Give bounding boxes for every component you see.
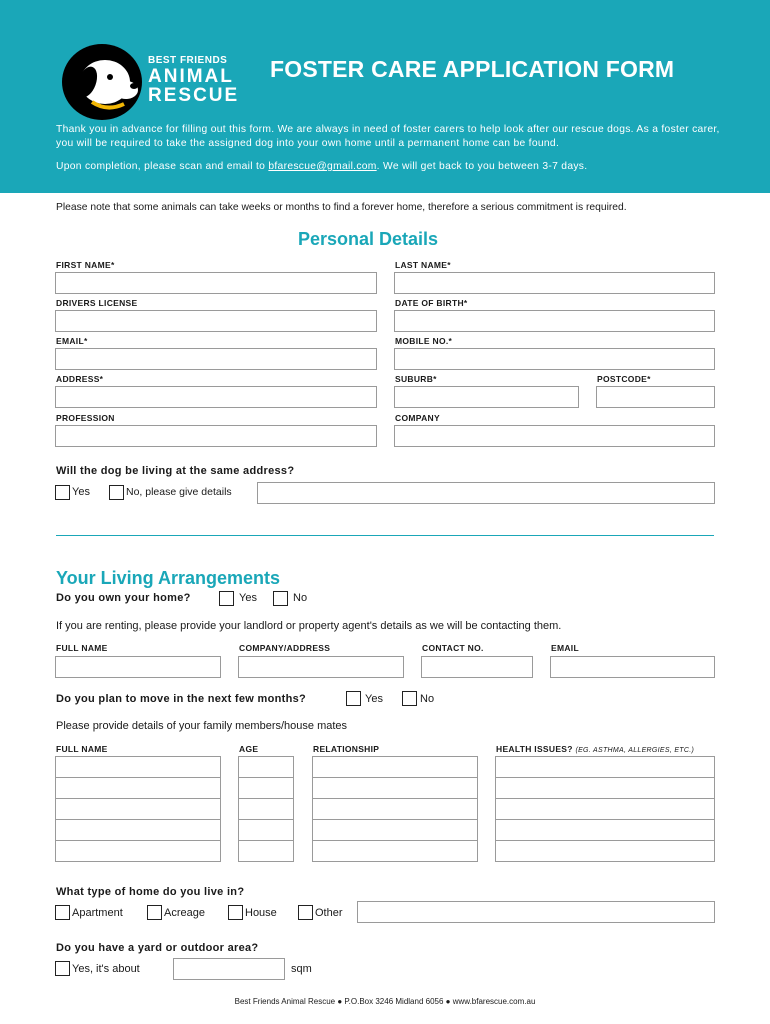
same-address-no-label: No, please give details <box>126 486 232 498</box>
landlord-company-label: COMPANY/ADDRESS <box>239 643 331 653</box>
move-yes-checkbox[interactable] <box>346 691 361 706</box>
footer: Best Friends Animal Rescue ● P.O.Box 3246 Midland 6056 ● www.bfarescue.com.au <box>234 997 536 1006</box>
move-question: Do you plan to move in the next few months? <box>56 693 307 705</box>
house-label: House <box>245 907 277 919</box>
own-home-question: Do you own your home? <box>56 592 191 604</box>
dog-logo-icon <box>62 44 142 120</box>
yard-yes-checkbox[interactable] <box>55 961 70 976</box>
form-title: FOSTER CARE APPLICATION FORM <box>270 56 675 82</box>
intro-text: Thank you in advance for filling out this form. We are always in need of foster carers to help look after our rescue dogs. As a foster carer, you will be required to take the assigned dog into your own home until a permanent home can be found. <box>56 124 720 149</box>
commitment-note: Please note that some animals can take weeks or months to find a forever home, therefore a serious commitment is required. <box>56 202 627 213</box>
acreage-checkbox[interactable] <box>147 905 162 920</box>
landlord-contact-label: CONTACT NO. <box>422 643 484 653</box>
suburb-label: SUBURB* <box>395 374 437 384</box>
renting-note: If you are renting, please provide your landlord or property agent's details as we will be contacting them. <box>56 620 562 632</box>
mobile-field[interactable] <box>394 348 715 370</box>
own-home-yes-checkbox[interactable] <box>219 591 234 606</box>
first-name-field[interactable] <box>55 272 377 294</box>
same-address-details-field[interactable] <box>257 482 715 504</box>
other-home-details-field[interactable] <box>357 901 715 923</box>
mobile-label: MOBILE NO.* <box>395 336 453 346</box>
apartment-label: Apartment <box>72 907 123 919</box>
logo-wordmark: BEST FRIENDS ANIMAL RESCUE <box>148 55 240 106</box>
submission-note: Upon completion, please scan and email to bfarescue@gmail.com. We will get back to you between 3-7 days. <box>56 161 588 172</box>
company-field[interactable] <box>394 425 715 447</box>
move-no-checkbox[interactable] <box>402 691 417 706</box>
yard-size-field[interactable] <box>173 958 285 980</box>
apartment-checkbox[interactable] <box>55 905 70 920</box>
profession-field[interactable] <box>55 425 377 447</box>
family-note: Please provide details of your family members/house mates <box>56 720 348 732</box>
profession-label: PROFESSION <box>56 413 115 423</box>
own-home-yes-label: Yes <box>239 592 257 604</box>
same-address-yes-label: Yes <box>72 486 90 498</box>
move-yes-label: Yes <box>365 693 383 705</box>
own-home-no-label: No <box>293 592 308 604</box>
family-name-grid[interactable] <box>55 756 221 862</box>
landlord-name-label: FULL NAME <box>56 643 108 653</box>
postcode-field[interactable] <box>596 386 715 408</box>
dob-label: DATE OF BIRTH* <box>395 298 468 308</box>
landlord-name-field[interactable] <box>55 656 221 678</box>
house-checkbox[interactable] <box>228 905 243 920</box>
landlord-contact-field[interactable] <box>421 656 533 678</box>
family-age-col: AGE <box>239 744 259 754</box>
email-field[interactable] <box>55 348 377 370</box>
landlord-company-field[interactable] <box>238 656 404 678</box>
move-no-label: No <box>420 693 435 705</box>
same-address-question: Will the dog be living at the same address? <box>56 465 295 477</box>
personal-details-heading: Personal Details <box>298 229 439 249</box>
own-home-no-checkbox[interactable] <box>273 591 288 606</box>
email-label: EMAIL* <box>56 336 88 346</box>
same-address-no-checkbox[interactable] <box>109 485 124 500</box>
yard-yes-label: Yes, it's about <box>72 963 140 975</box>
family-name-col: FULL NAME <box>56 744 108 754</box>
family-age-grid[interactable] <box>238 756 294 862</box>
family-relationship-col: RELATIONSHIP <box>313 744 380 754</box>
family-relationship-grid[interactable] <box>312 756 478 862</box>
landlord-email-field[interactable] <box>550 656 715 678</box>
family-health-grid[interactable] <box>495 756 715 862</box>
company-label: COMPANY <box>395 413 440 423</box>
other-label: Other <box>315 907 343 919</box>
last-name-label: LAST NAME* <box>395 260 451 270</box>
drivers-license-field[interactable] <box>55 310 377 332</box>
family-health-col: HEALTH ISSUES? (EG. ASTHMA, ALLERGIES, ETC.) <box>496 744 695 754</box>
header-banner <box>0 0 770 193</box>
address-label: ADDRESS* <box>56 374 104 384</box>
dob-field[interactable] <box>394 310 715 332</box>
same-address-yes-checkbox[interactable] <box>55 485 70 500</box>
logo <box>62 44 252 120</box>
acreage-label: Acreage <box>164 907 205 919</box>
last-name-field[interactable] <box>394 272 715 294</box>
living-arrangements-heading: Your Living Arrangements <box>56 568 281 588</box>
other-checkbox[interactable] <box>298 905 313 920</box>
sqm-label: sqm <box>291 963 312 975</box>
home-type-question: What type of home do you live in? <box>56 886 245 898</box>
email-link[interactable]: bfarescue@gmail.com <box>268 161 377 172</box>
address-field[interactable] <box>55 386 377 408</box>
drivers-license-label: DRIVERS LICENSE <box>56 298 138 308</box>
suburb-field[interactable] <box>394 386 579 408</box>
section-divider <box>56 535 714 536</box>
yard-question: Do you have a yard or outdoor area? <box>56 942 259 954</box>
postcode-label: POSTCODE* <box>597 374 651 384</box>
landlord-email-label: EMAIL <box>551 643 579 653</box>
first-name-label: FIRST NAME* <box>56 260 115 270</box>
